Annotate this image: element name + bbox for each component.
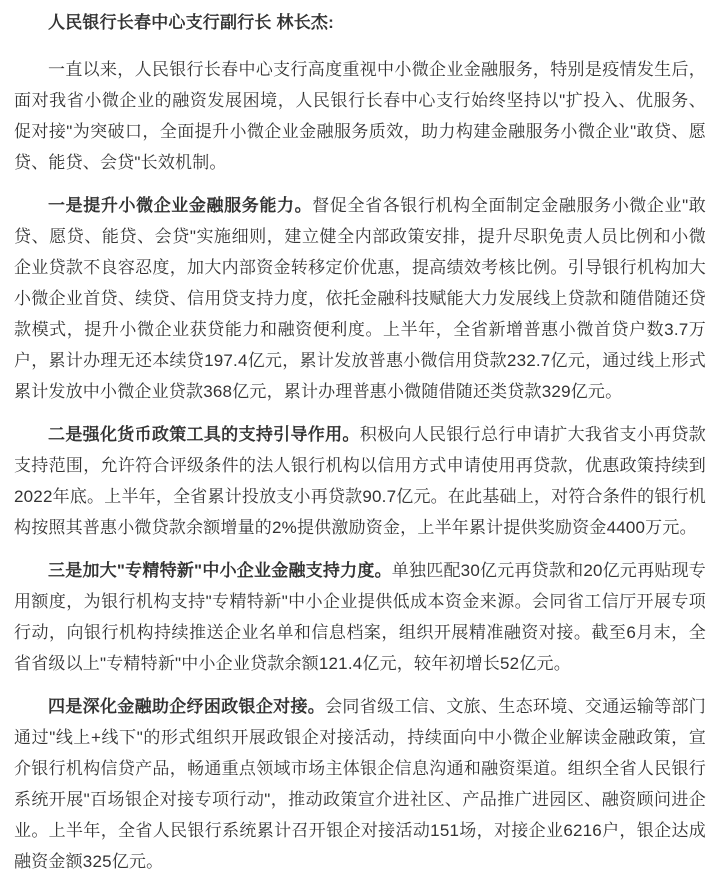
paragraph-item-2: [14, 419, 706, 543]
paragraph-item-4-lead: 四是深化金融助企纾困政银企对接。: [48, 697, 326, 716]
paragraph-item-1: [14, 190, 706, 407]
paragraph-item-3-lead: 三是加大"专精特新"中小企业金融支持力度。: [48, 561, 392, 580]
paragraph-item-1-text: 督促全省各银行机构全面制定金融服务小微企业"敢贷、愿贷、能贷、会贷"实施细则，建立健全内部政策安排，提升尽职免责人员比例和小微企业贷款不良容忍度，加大内部资金转移定价优惠，提高绩效考核比例。引导银行机构加大小微企业首贷、续贷、信用贷支持力度，依托金融科技赋能大力发展线上贷款和随借随还贷款模式，提升小微企业获贷能力和融资便利度。上半年，全省新增普惠小微首贷户数3.7万户，累计办理无还本续贷197.4亿元，累计发放普惠小微信用贷款232.7亿元，通过线上形式累计发放中小微企业贷款368亿元，累计办理普惠小微随借随还类贷款329亿元。: [14, 196, 707, 401]
paragraph-intro: [14, 54, 706, 178]
paragraph-item-4-text: 会同省级工信、文旅、生态环境、交通运输等部门通过"线上+线下"的形式组织开展政银企对接活动，持续面向中小微企业解读金融政策，宣介银行机构信贷产品，畅通重点领域市场主体银企信息沟通和融资渠道。组织全省人民银行系统开展"百场银企对接专项行动"，推动政策宣介进社区、产品推广进园区、融资顾问进企业。上半年，全省人民银行系统累计召开银企对接活动151场，对接企业6216户，银企达成融资金额325亿元。: [14, 697, 707, 871]
paragraph-item-1-lead: 一是提升小微企业金融服务能力。: [48, 196, 313, 215]
paragraph-intro-text: 一直以来，人民银行长春中心支行高度重视中小微企业金融服务，特别是疫情发生后，面对我省小微企业的融资发展困境，人民银行长春中心支行始终坚持以"扩投入、优服务、促对接"为突破口，全面提升小微企业金融服务质效，助力构建金融服务小微企业"敢贷、愿贷、能贷、会贷"长效机制。: [14, 60, 706, 172]
paragraph-item-4: [14, 691, 706, 877]
paragraph-item-3: [14, 555, 706, 679]
document-title: 人民银行长春中心支行副行长 林长杰:: [48, 13, 334, 32]
paragraph-item-2-lead: 二是强化货币政策工具的支持引导作用。: [48, 425, 360, 444]
paragraph-item-3-text: 单独匹配30亿元再贷款和20亿元再贴现专用额度，为银行机构支持"专精特新"中小企业提供低成本资金来源。会同省工信厅开展专项行动，向银行机构持续推送企业名单和信息档案，组织开展精准融资对接。截至6月末，全省省级以上"专精特新"中小企业贷款余额121.4亿元，较年初增长52亿元。: [14, 561, 706, 673]
paragraph-item-2-text: 积极向人民银行总行申请扩大我省支小再贷款支持范围，允许符合评级条件的法人银行机构以信用方式申请使用再贷款，优惠政策持续到2022年底。上半年，全省累计投放支小再贷款90.7亿元。在此基础上，对符合条件的银行机构按照其普惠小微贷款余额增量的2%提供激励资金，上半年累计提供奖励资金4400万元。: [14, 425, 707, 537]
